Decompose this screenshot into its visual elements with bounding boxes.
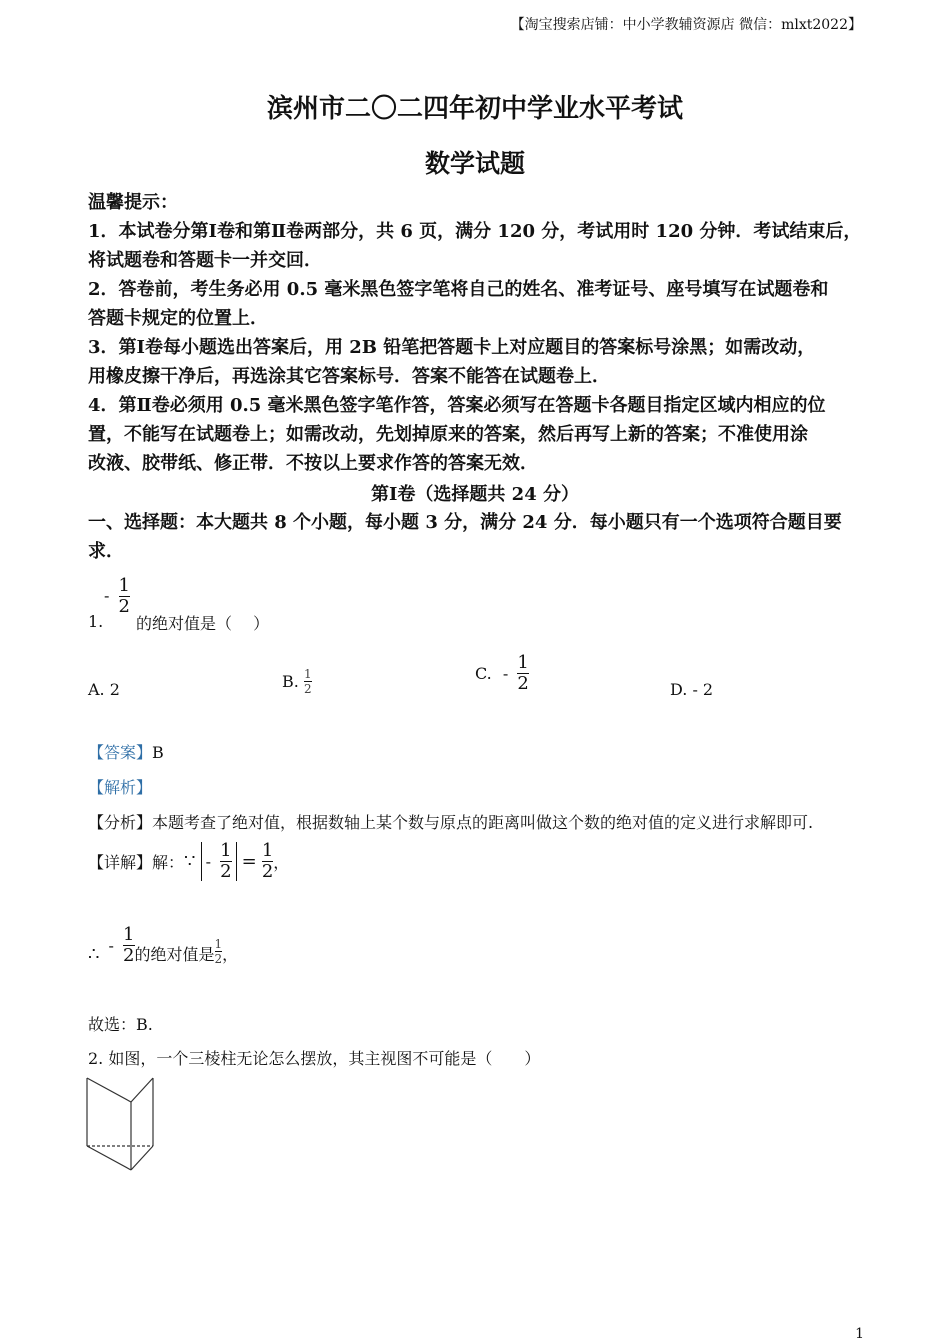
exam-subtitle: 数学试题 <box>424 149 525 178</box>
because-symbol: ∵ <box>184 851 196 872</box>
fenxi-text: 本题考查了绝对值，根据数轴上某个数与原点的距离叫做这个数的绝对值的定义进行求解即可. <box>152 813 814 832</box>
comma: ， <box>222 945 239 964</box>
fenxi-tag: 【分析】 <box>88 813 153 832</box>
section-heading: 第Ⅰ卷（选择题共 24 分） <box>370 484 579 505</box>
numerator: 1 <box>261 840 274 861</box>
detail-tag: 【详解】 <box>88 853 153 872</box>
answer-line <box>88 740 164 763</box>
fenxi-line <box>88 810 813 833</box>
numerator: 1 <box>303 667 312 681</box>
tip-line: 用橡皮擦干净后，再选涂其它答案标号．答案不能答在试题卷上． <box>88 366 610 387</box>
denominator: 2 <box>220 861 232 882</box>
fraction <box>123 926 134 965</box>
page-number: 1 <box>855 1326 864 1342</box>
numerator: 1 <box>214 937 223 951</box>
q1-number: 1. <box>88 612 104 631</box>
fraction <box>304 668 312 695</box>
q1-stem: 的绝对值是（ ） <box>136 614 270 633</box>
minus-sign: - <box>104 586 110 605</box>
fraction <box>215 938 223 965</box>
answer-value: B <box>152 743 164 762</box>
option-b <box>282 668 312 695</box>
detail-line <box>88 842 289 881</box>
option-label: A. <box>88 680 105 699</box>
option-c <box>475 654 529 693</box>
minus-sign: - <box>205 852 211 871</box>
equals-sign: = <box>241 851 257 872</box>
abs-text: 的绝对值是 <box>134 945 215 964</box>
analysis-tag: 【解析】 <box>88 778 153 797</box>
triangular-prism-figure <box>84 1074 158 1174</box>
denominator: 2 <box>214 952 223 966</box>
fraction <box>262 842 273 881</box>
part-instructions: 一、选择题：本大题共 8 个小题，每小题 3 分，满分 24 分．每小题只有一个选项符合题目要 <box>88 512 842 533</box>
option-value: - 2 <box>692 680 714 699</box>
numerator: 1 <box>517 652 529 673</box>
denominator: 2 <box>118 596 130 617</box>
denominator: 2 <box>261 861 274 882</box>
tip-line: 2．答卷前，考生务必用 0.5 毫米黑色签字笔将自己的姓名、准考证号、座号填写在试题卷和 <box>88 279 829 300</box>
q1-expression <box>104 577 130 616</box>
tip-line: 将试题卷和答题卡一并交回． <box>88 250 322 271</box>
therefore-line <box>88 926 238 965</box>
fraction <box>220 842 231 881</box>
fraction <box>119 577 130 616</box>
minus-sign: - <box>108 936 114 955</box>
option-label: B. <box>282 672 299 691</box>
tip-line: 改液、胶带纸、修正带．不按以上要求作答的答案无效． <box>88 453 538 474</box>
denominator: 2 <box>517 673 529 694</box>
tip-line: 3．第Ⅰ卷每小题选出答案后，用 2B 铅笔把答题卡上对应题目的答案标号涂黑；如需改动， <box>88 337 816 358</box>
minus-sign: - <box>502 664 509 683</box>
tips-heading: 温馨提示： <box>88 192 178 213</box>
choose-line: 故选：B. <box>88 1015 153 1034</box>
numerator: 1 <box>123 924 135 945</box>
exam-title: 滨州市二〇二四年初中学业水平考试 <box>266 94 683 124</box>
denominator: 2 <box>303 682 312 696</box>
answer-tag: 【答案】 <box>88 743 153 762</box>
detail-prefix: 解： <box>152 853 185 872</box>
fraction <box>517 654 528 693</box>
page-header: 【淘宝搜索店铺：中小学教辅资源店 微信：mlxt2022】 <box>510 17 862 33</box>
option-label: D. <box>670 680 688 699</box>
numerator: 1 <box>118 575 130 596</box>
tip-line: 答题卡规定的位置上． <box>88 308 268 329</box>
option-a <box>88 680 120 699</box>
absolute-value <box>201 842 237 881</box>
option-value: 2 <box>109 680 120 699</box>
numerator: 1 <box>220 840 232 861</box>
therefore-symbol: ∴ <box>88 944 100 965</box>
option-d <box>670 680 713 699</box>
tip-line: 置，不能写在试题卷上；如需改动，先划掉原来的答案，然后再写上新的答案；不准使用涂 <box>88 424 808 445</box>
q2-stem: 2. 如图，一个三棱柱无论怎么摆放，其主视图不可能是（ ） <box>88 1049 541 1068</box>
option-label: C. <box>475 664 492 683</box>
tip-line: 1．本试卷分第Ⅰ卷和第Ⅱ卷两部分，共 6 页，满分 120 分，考试用时 120 分钟．考试结束后， <box>88 221 862 242</box>
tip-line: 4．第Ⅱ卷必须用 0.5 毫米黑色签字笔作答，答案必须写在答题卡各题目指定区域内相应的位 <box>88 395 826 416</box>
part-instructions: 求． <box>88 541 124 562</box>
denominator: 2 <box>123 945 135 966</box>
comma: ， <box>273 853 290 872</box>
